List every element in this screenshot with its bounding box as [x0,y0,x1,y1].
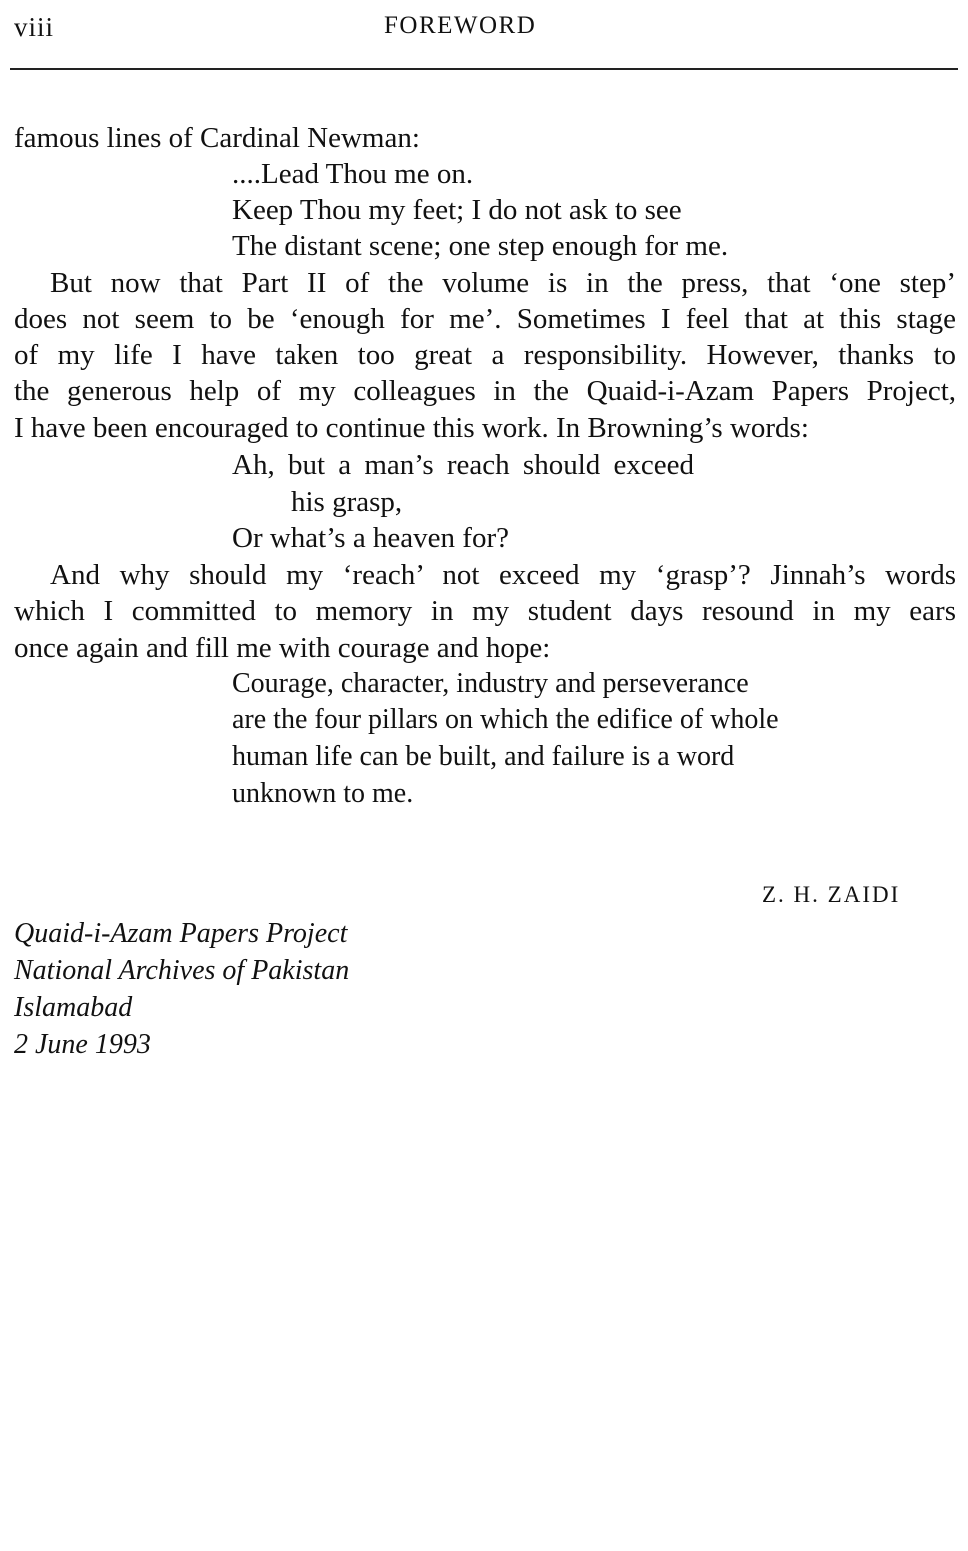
paragraph-1-line-3: of my life I have taken too great a responsibility. However, thanks to [14,339,956,371]
newman-verse-line-1: ....Lead Thou me on. [232,158,474,190]
place-line-3: Islamabad [14,992,133,1023]
header-rule [10,68,958,70]
paragraph-1-line-5: I have been encouraged to continue this work. In Browning’s words: [14,412,809,444]
paragraph-2-line-3: once again and fill me with courage and hope: [14,632,551,664]
paragraph-1-line-4: the generous help of my colleagues in the Quaid-i-Azam Papers Project, [14,375,956,407]
paragraph-2-line-2: which I committed to memory in my student days resound in my ears [14,595,956,627]
browning-verse-line-1: Ah, but a man’s reach should exceed [232,449,694,481]
author-signature: Z. H. ZAIDI [762,882,901,907]
place-line-2: National Archives of Pakistan [14,955,350,986]
paragraph-2-line-1: And why should my ‘reach’ not exceed my ‘grasp’? Jinnah’s words [50,559,956,591]
newman-verse-line-2: Keep Thou my feet; I do not ask to see [232,194,682,226]
paragraph-1-line-1: But now that Part II of the volume is in the press, that ‘one step’ [50,267,956,299]
date-line: 2 June 1993 [14,1029,151,1060]
intro-line: famous lines of Cardinal Newman: [14,122,420,154]
paragraph-1-line-2: does not seem to be ‘enough for me’. Sometimes I feel that at this stage [14,303,956,335]
place-line-1: Quaid-i-Azam Papers Project [14,918,348,949]
browning-verse-line-2: his grasp, [291,486,403,518]
browning-verse-line-3: Or what’s a heaven for? [232,522,509,554]
jinnah-quote-line-3: human life can be built, and failure is a word [232,741,735,772]
jinnah-quote-line-2: are the four pillars on which the edifice of whole [232,704,779,735]
newman-verse-line-3: The distant scene; one step enough for me. [232,230,729,262]
jinnah-quote-line-4: unknown to me. [232,778,414,809]
page-number: viii [14,12,55,42]
running-head: FOREWORD [384,12,537,39]
page-header [14,10,958,44]
jinnah-quote-line-1: Courage, character, industry and perseverance [232,668,749,699]
